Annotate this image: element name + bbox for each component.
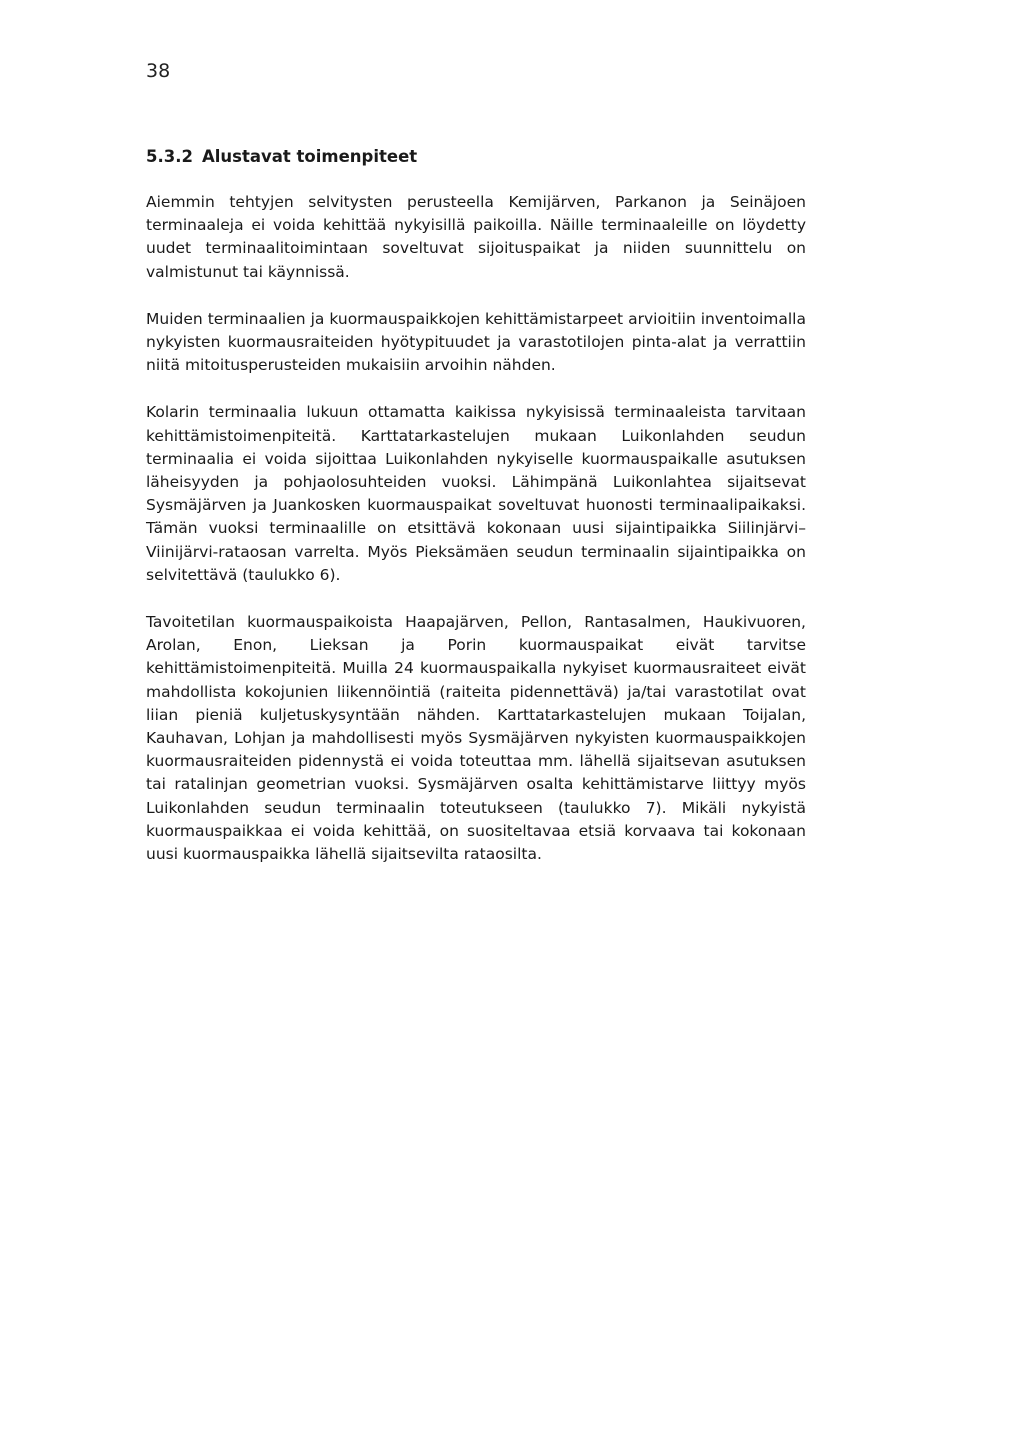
- document-body: [146, 145, 806, 890]
- paragraph-1: Aiemmin tehtyjen selvitysten perusteella Kemijärven, Parkanon ja Seinäjoen terminaaleja ei voida kehittää nykyisillä paikoilla. Näille terminaaleille on löydetty uudet terminaalitoimintaan soveltuvat sijoituspaikat ja niiden suunnittelu on valmistunut tai käynnissä.: [146, 193, 806, 281]
- paragraph-3: Kolarin terminaalia lukuun ottamatta kaikissa nykyisissä terminaaleista tarvitaan kehittämistoimenpiteitä. Karttatarkastelujen mukaan Luikonlahden seudun terminaalia ei voida sijoittaa Luikonlahden nykyiselle kuormauspaikalle asutuksen läheisyyden ja pohjaolosuhteiden vuoksi. Lähimpänä Luikonlahtea sijaitsevat Sysmäjärven ja Juankosken kuormauspaikat soveltuvat huonosti terminaalipaikaksi. Tämän vuoksi terminaalille on etsittävä kokonaan uusi sijaintipaikka Siilinjärvi–Viinijärvi-rataosan varrelta. Myös Pieksämäen seudun terminaalin sijaintipaikka on selvitettävä (taulukko 6).: [146, 403, 806, 584]
- section-heading: [146, 145, 806, 169]
- section-number: 5.3.2: [146, 147, 193, 166]
- paragraph-2: Muiden terminaalien ja kuormauspaikkojen kehittämistarpeet arvioitiin inventoimalla nykyisten kuormausraiteiden hyötypituudet ja varastotilojen pinta-alat ja verrattiin niitä mitoitusperusteiden mukaisiin arvoihin nähden.: [146, 309, 806, 375]
- paragraph-4: Tavoitetilan kuormauspaikoista Haapajärven, Pellon, Rantasalmen, Haukivuoren, Arolan, Enon, Lieksan ja Porin kuormauspaikat eivät tarvitse kehittämistoimenpiteitä. Muilla 24 kuormauspaikalla nykyiset kuormausraiteet eivät mahdollista kokojunien liikennöintiä (raiteita pidennettävä) ja/tai varastotilat ovat liian pieniä kuljetuskysyntään nähden. Karttatarkastelujen mukaan Toijalan, Kauhavan, Lohjan ja mahdollisesti myös Sysmäjärven nykyisten kuormauspaikkojen kuormausraiteiden pidennystä ei voida toteuttaa mm. lähellä sijaitsevan asutuksen tai ratalinjan geometrian vuoksi. Sysmäjärven osalta kehittämistarve liittyy myös Luikonlahden seudun terminaalin toteutukseen (taulukko 7). Mikäli nykyistä kuormauspaikkaa ei voida kehittää, on suositeltavaa etsiä korvaava tai kokonaan uusi kuormauspaikka lähellä sijaitsevilta rataosilta.: [146, 613, 806, 864]
- page-number: 38: [146, 60, 171, 82]
- section-title: Alustavat toimenpiteet: [202, 147, 418, 166]
